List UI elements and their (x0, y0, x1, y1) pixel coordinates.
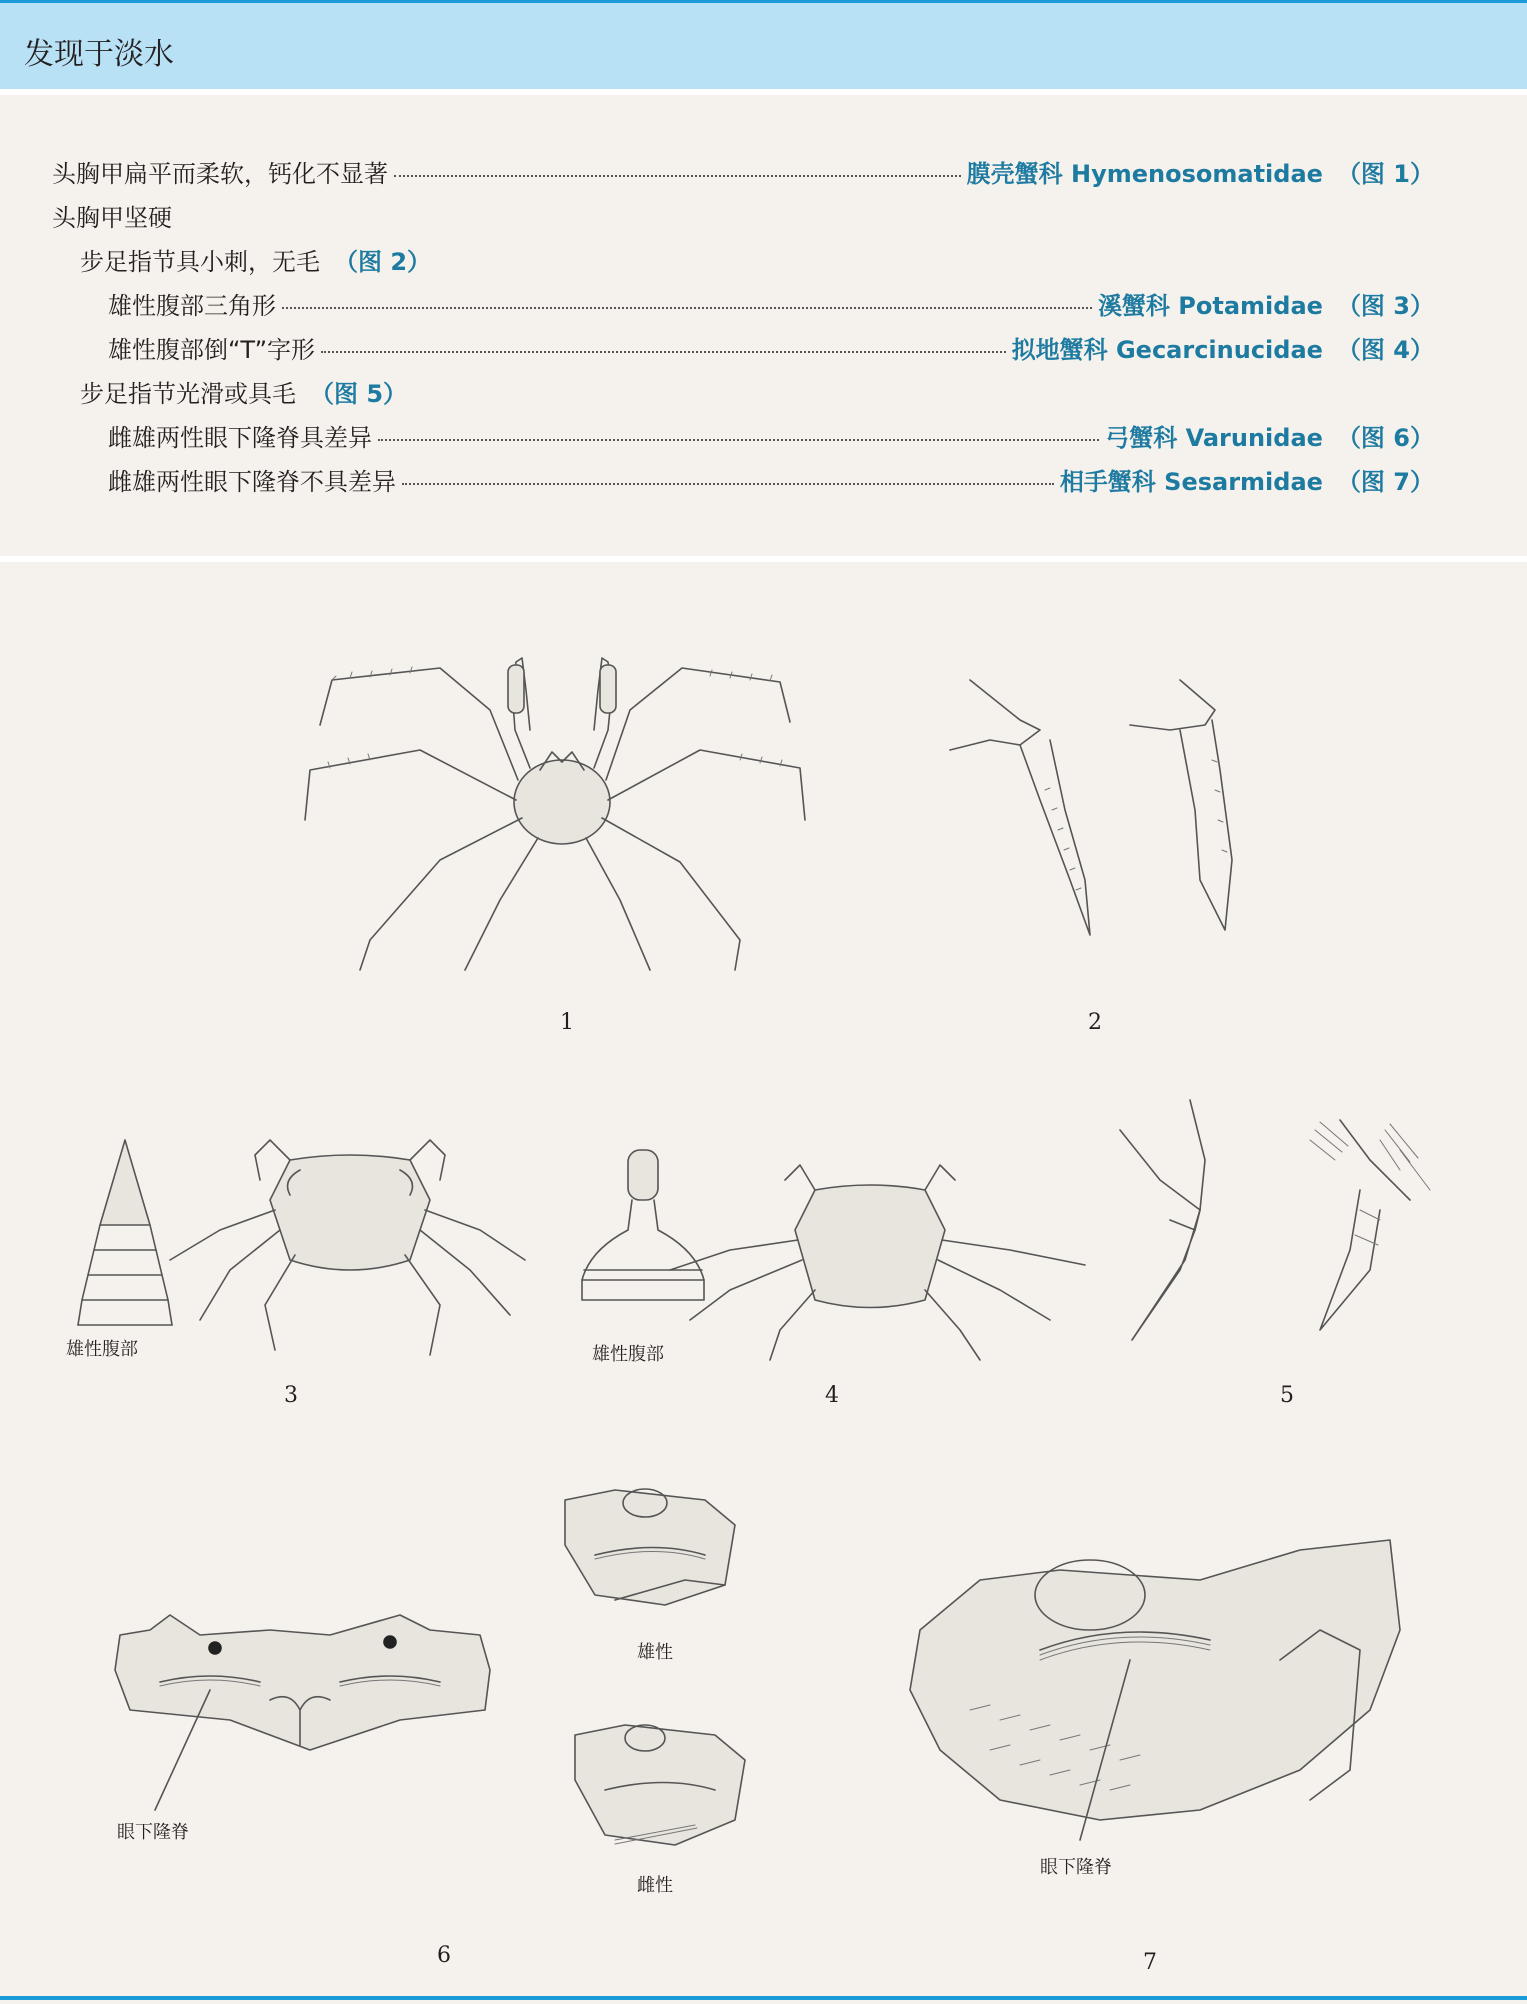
figure-number: 6 (437, 1943, 451, 1968)
figure-number: 4 (825, 1383, 839, 1408)
key-row (108, 417, 1434, 453)
hymenosomatid-crab-illustration (290, 650, 830, 990)
key-row (108, 329, 1434, 365)
key-row (52, 153, 1434, 189)
key-text: 头胸甲扁平而柔软，钙化不显著 (52, 159, 388, 188)
figure-number: 1 (560, 1010, 574, 1035)
figure-reference: （图 5） (310, 379, 408, 408)
family-name: 溪蟹科 Potamidae (1097, 291, 1323, 320)
annotation-suborbital-ridge: 眼下隆脊 (117, 1822, 189, 1843)
figure-reference: （图 4） (1336, 335, 1434, 364)
bottom-rule (0, 1996, 1527, 2000)
annotation-male: 雄性 (637, 1642, 673, 1663)
figure-reference: （图 7） (1336, 467, 1434, 496)
male-lateral-view-illustration (555, 1485, 775, 1625)
key-text: 步足指节光滑或具毛 (80, 379, 296, 408)
figure-reference: （图 1） (1336, 159, 1434, 188)
potamid-crab-illustration (50, 1130, 530, 1370)
figure-number: 5 (1280, 1383, 1294, 1408)
key-text: 头胸甲坚硬 (52, 203, 172, 232)
family-name: 膜壳蟹科 Hymenosomatidae (966, 159, 1323, 188)
leader-dots (402, 483, 1054, 485)
figure-reference: （图 3） (1336, 291, 1434, 320)
leader-dots (378, 439, 1099, 441)
annotation-suborbital-ridge: 眼下隆脊 (1040, 1857, 1112, 1878)
annotation-female: 雌性 (637, 1875, 673, 1896)
divider (0, 89, 1527, 95)
key-row (80, 241, 431, 277)
family-name: 相手蟹科 Sesarmidae (1059, 467, 1323, 496)
key-text: 步足指节具小刺，无毛 (80, 247, 320, 276)
annotation-male-abdomen: 雄性腹部 (592, 1344, 664, 1365)
key-text: 雄性腹部倒“T”字形 (108, 335, 315, 364)
family-name: 弓蟹科 Varunidae (1105, 423, 1323, 452)
family-name: 拟地蟹科 Gecarcinucidae (1011, 335, 1323, 364)
sesarmid-suborbital-illustration (900, 1510, 1400, 1870)
annotation-male-abdomen: 雄性腹部 (66, 1339, 138, 1360)
leader-dots (394, 175, 961, 177)
leader-dots (282, 307, 1092, 309)
figure-reference: （图 6） (1336, 423, 1434, 452)
identification-key (0, 96, 1527, 558)
section-title: 发现于淡水 (24, 37, 174, 72)
key-row (108, 461, 1434, 497)
key-row (80, 373, 407, 409)
figure-number: 3 (284, 1383, 298, 1408)
key-text: 雌雄两性眼下隆脊具差异 (108, 423, 372, 452)
spiny-dactylus-illustration (950, 680, 1260, 950)
leader-dots (321, 351, 1006, 353)
figure-number: 7 (1143, 1950, 1157, 1975)
figure-reference: （图 2） (334, 247, 432, 276)
key-text: 雄性腹部三角形 (108, 291, 276, 320)
key-row (52, 197, 172, 233)
section-header (0, 3, 1527, 89)
divider (0, 556, 1527, 562)
setose-dactylus-illustration (1110, 1100, 1460, 1350)
varunid-frontal-view-illustration (110, 1610, 490, 1770)
female-lateral-view-illustration (565, 1720, 775, 1860)
figure-number: 2 (1088, 1010, 1102, 1035)
illustration-plates (0, 570, 1527, 1995)
key-row (108, 285, 1434, 321)
key-text: 雌雄两性眼下隆脊不具差异 (108, 467, 396, 496)
